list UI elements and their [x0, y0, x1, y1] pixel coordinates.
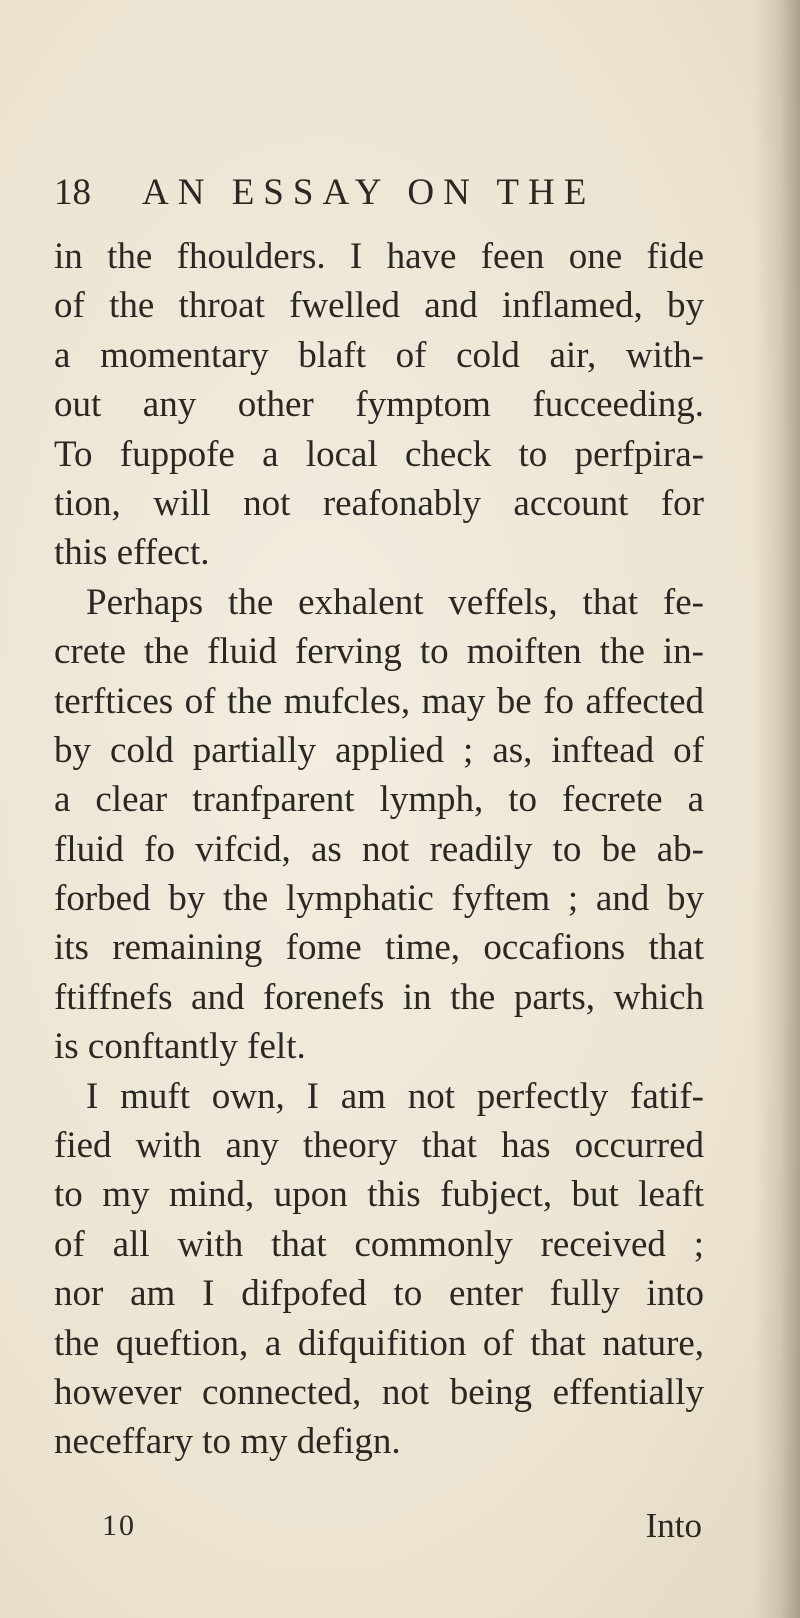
- page-number: 18: [54, 172, 91, 213]
- text-line: to my mind, upon this fubject, but leaft: [54, 1174, 704, 1216]
- text-line: of the throat fwelled and inflamed, by: [54, 285, 704, 327]
- signature-mark: 10: [102, 1509, 136, 1542]
- text-line: tion, will not reafonably account for: [54, 482, 704, 524]
- text-line: by cold partially applied ; as, inftead of: [54, 729, 704, 771]
- text-line: fied with any theory that has occurred: [54, 1125, 704, 1167]
- text-line: neceffary to my defign.: [54, 1421, 401, 1463]
- text-line: a momentary blaft of cold air, with-: [54, 334, 704, 376]
- text-line: crete the fluid ferving to moiften the in-: [54, 631, 704, 673]
- text-line: forbed by the lymphatic fyftem ; and by: [54, 878, 704, 920]
- text-line: in the fhoulders. I have feen one fide: [54, 236, 704, 277]
- running-head: [54, 168, 654, 218]
- text-line: its remaining fome time, occafions that: [54, 927, 704, 969]
- running-head-title: AN ESSAY ON THE: [142, 172, 596, 213]
- text-line: nor am I difpofed to enter fully into: [54, 1273, 704, 1315]
- catchword: Into: [645, 1506, 702, 1545]
- text-line: I muft own, I am not perfectly fatif-: [86, 1075, 704, 1117]
- text-line: terftices of the mufcles, may be fo affected: [54, 680, 704, 722]
- text-line: out any other fymptom fucceeding.: [54, 384, 704, 426]
- text-line: the queftion, a difquifition of that nature,: [54, 1322, 704, 1364]
- page-footer: [54, 1504, 704, 1548]
- text-line: To fuppofe a local check to perfpira-: [54, 433, 704, 475]
- text-line: however connected, not being effentially: [54, 1371, 704, 1413]
- page-edge-shadow: [754, 0, 800, 1618]
- text-line: a clear tranfparent lymph, to fecrete a: [54, 779, 704, 821]
- text-line: Perhaps the exhalent veffels, that fe-: [86, 581, 704, 623]
- text-line: of all with that commonly received ;: [54, 1223, 704, 1265]
- text-line: is conftantly felt.: [54, 1026, 306, 1068]
- text-line: ftiffnefs and forenefs in the parts, which: [54, 976, 704, 1018]
- text-line: this effect.: [54, 532, 210, 574]
- text-line: fluid fo vifcid, as not readily to be ab-: [54, 828, 704, 870]
- body-text: [54, 232, 704, 1467]
